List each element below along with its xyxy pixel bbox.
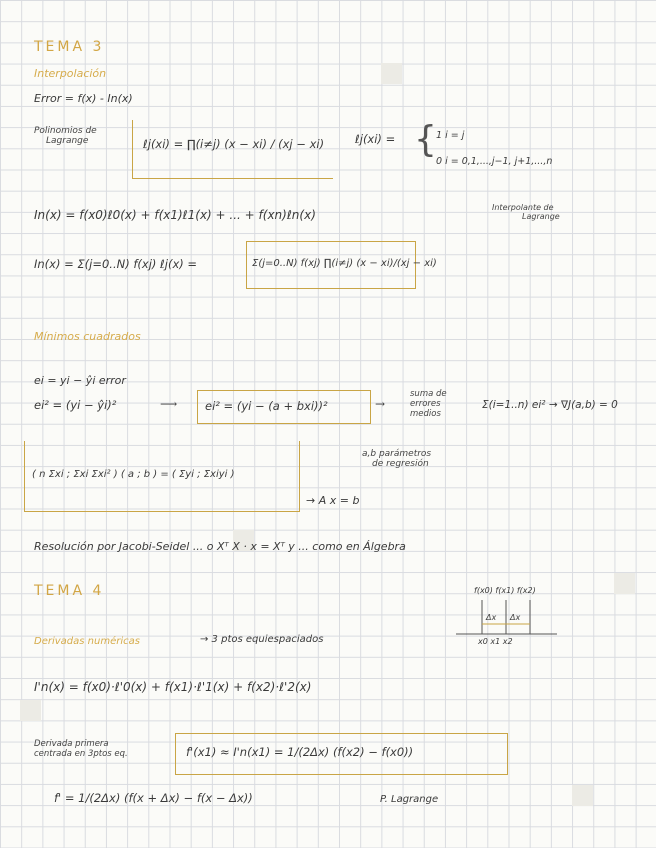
- deriv-interp: I'n(x) = f(x0)·ℓ'0(x) + f(x1)·ℓ'1(x) + f(x2)·ℓ'2(x): [34, 680, 312, 694]
- interp-note: [492, 203, 560, 221]
- lagrange-ref: P. Lagrange: [380, 794, 439, 805]
- lj-formula: ℓj(xi) = ∏(i≠j) (x − xi) / (xj − xi): [143, 137, 325, 151]
- diagram-dx-2: Δx: [510, 613, 521, 622]
- sq-error: ei² = (yi − ŷi)²: [34, 398, 117, 412]
- central-label-line2: centrada en 3ptos eq.: [34, 748, 128, 759]
- interp-note-line2: Lagrange: [522, 212, 560, 222]
- arrow-1: ⟶: [160, 397, 178, 411]
- general-formula: f' = 1/(2Δx) (f(x + Δx) − f(x − Δx)): [54, 791, 253, 805]
- interp-compact-lhs: In(x) = Σ(j=0..N) f(xj) ℓj(x) =: [34, 257, 198, 271]
- tema4-title: TEMA 4: [34, 583, 105, 599]
- lagrange-label-line1: Polinomios de: [34, 126, 97, 136]
- diagram-top-labels: f(x0) f(x1) f(x2): [474, 586, 536, 595]
- lj-case1: 1 i = j: [436, 130, 465, 141]
- diagram-dx-1: Δx: [486, 613, 497, 622]
- three-points-note: → 3 ptos equiespaciados: [200, 634, 324, 645]
- params-note: [362, 449, 431, 470]
- sum-note-line3: medios: [410, 408, 441, 419]
- sum-note-line1: suma de: [410, 389, 447, 399]
- params-note-line2: de regresión: [372, 459, 429, 470]
- sum-note: [410, 390, 447, 419]
- min-cuadrados-subtitle: Mínimos cuadrados: [34, 330, 141, 343]
- tema3-subtitle: Interpolación: [34, 67, 107, 80]
- interp-sum: In(x) = f(x0)ℓ0(x) + f(x1)ℓ1(x) + ... + f(xn)ℓn(x): [34, 208, 316, 222]
- lj-piecewise-lhs: ℓj(xi) =: [355, 132, 396, 146]
- sq-error-boxed: ei² = (yi − (a + bxi))²: [205, 399, 328, 413]
- central-formula: f'(x1) ≈ I'n(x1) = 1/(2Δx) (f(x2) − f(x0)): [186, 745, 414, 759]
- tema3-title: TEMA 3: [34, 39, 105, 55]
- arrow-2: →: [375, 397, 386, 411]
- params-note-line1: a,b parámetros: [362, 449, 432, 459]
- central-label: [34, 740, 128, 760]
- sum-note-line2: errores: [410, 398, 441, 409]
- lagrange-label-line2: Lagrange: [46, 136, 89, 147]
- resolution-line: Resolución por Jacobi-Seidel ... o Xᵀ X · x = Xᵀ y ... como en Álgebra: [34, 540, 406, 553]
- interp-compact-rhs: Σ(j=0..N) f(xj) ∏(i≠j) (x − xi)/(xj − xi): [252, 258, 437, 269]
- error-def: ei = yi − ŷi error: [34, 374, 126, 387]
- central-label-line1: Derivada primera: [34, 739, 109, 749]
- system-eq: → A x = b: [306, 494, 360, 507]
- lj-case2: 0 i = 0,1,...,j−1, j+1,...,n: [436, 156, 553, 167]
- matrix-eq: ( n Σxi ; Σxi Σxi² ) ( a ; b ) = ( Σyi ; Σxiyi ): [32, 469, 235, 480]
- gradient-eq: Σ(i=1..n) ei² → ∇J(a,b) = 0: [482, 399, 618, 411]
- diagram-point-labels: x0 x1 x2: [478, 637, 513, 646]
- left-brace: {: [414, 119, 437, 160]
- lagrange-label: [34, 126, 97, 147]
- error-formula: Error = f(x) - In(x): [34, 92, 133, 105]
- tema4-subtitle: Derivadas numéricas: [34, 636, 140, 647]
- interp-note-line1: Interpolante de: [492, 203, 554, 212]
